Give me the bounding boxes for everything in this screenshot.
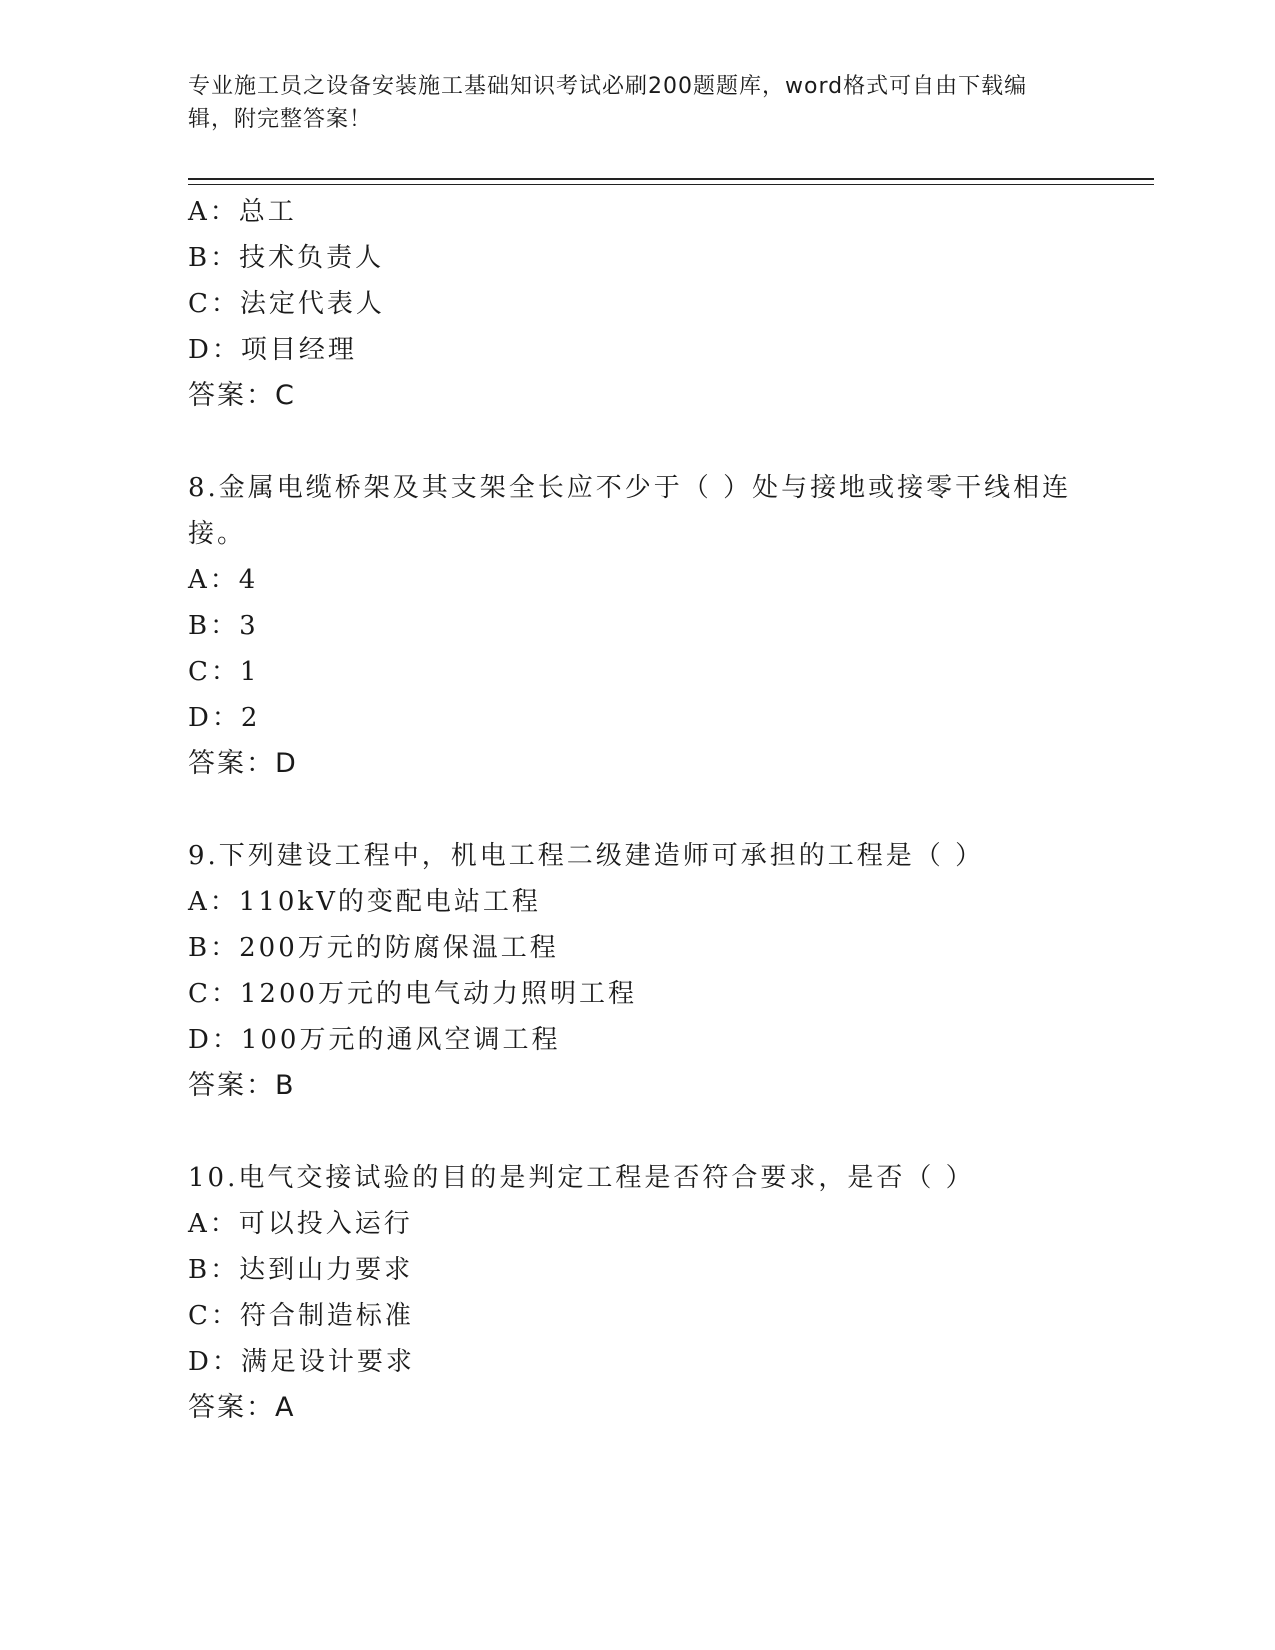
option-a: A：可以投入运行 [188,1209,413,1239]
option-d: D：2 [188,703,261,733]
question-block-10 [188,1155,1088,1431]
answer-line: 答案：D [188,748,298,779]
header-divider-thin [188,184,1154,185]
answer-line: 答案：B [188,1070,296,1101]
question-block-8 [188,465,1088,787]
question-stem: 10.电气交接试验的目的是判定工程是否符合要求，是否（ ） [188,1163,975,1193]
option-d: D：100万元的通风空调工程 [188,1025,561,1055]
question-list [188,189,1088,1431]
option-c: C：1 [188,657,260,687]
header-divider [188,178,1154,180]
question-stem: 8.金属电缆桥架及其支架全长应不少于（ ）处与接地或接零干线相连接。 [188,473,1072,549]
document-title: 专业施工员之设备安装施工基础知识考试必刷200题题库，word格式可自由下载编辑，附完整答案！ [188,74,1028,132]
option-d: D：项目经理 [188,335,357,365]
option-a: A：110kV的变配电站工程 [188,887,541,917]
question-block-9 [188,833,1088,1109]
answer-line: 答案：C [188,380,296,411]
option-c: C：符合制造标准 [188,1301,414,1331]
question-block-continued [188,189,1088,419]
option-a: A：4 [188,565,259,595]
option-b: B：达到山力要求 [188,1255,414,1285]
option-a: A：总工 [188,197,297,227]
option-b: B：200万元的防腐保温工程 [188,933,559,963]
option-d: D：满足设计要求 [188,1347,415,1377]
option-c: C：法定代表人 [188,289,385,319]
question-stem: 9.下列建设工程中，机电工程二级建造师可承担的工程是（ ） [188,841,985,871]
option-b: B：技术负责人 [188,243,385,273]
option-c: C：1200万元的电气动力照明工程 [188,979,638,1009]
answer-line: 答案：A [188,1392,296,1423]
option-b: B：3 [188,611,259,641]
